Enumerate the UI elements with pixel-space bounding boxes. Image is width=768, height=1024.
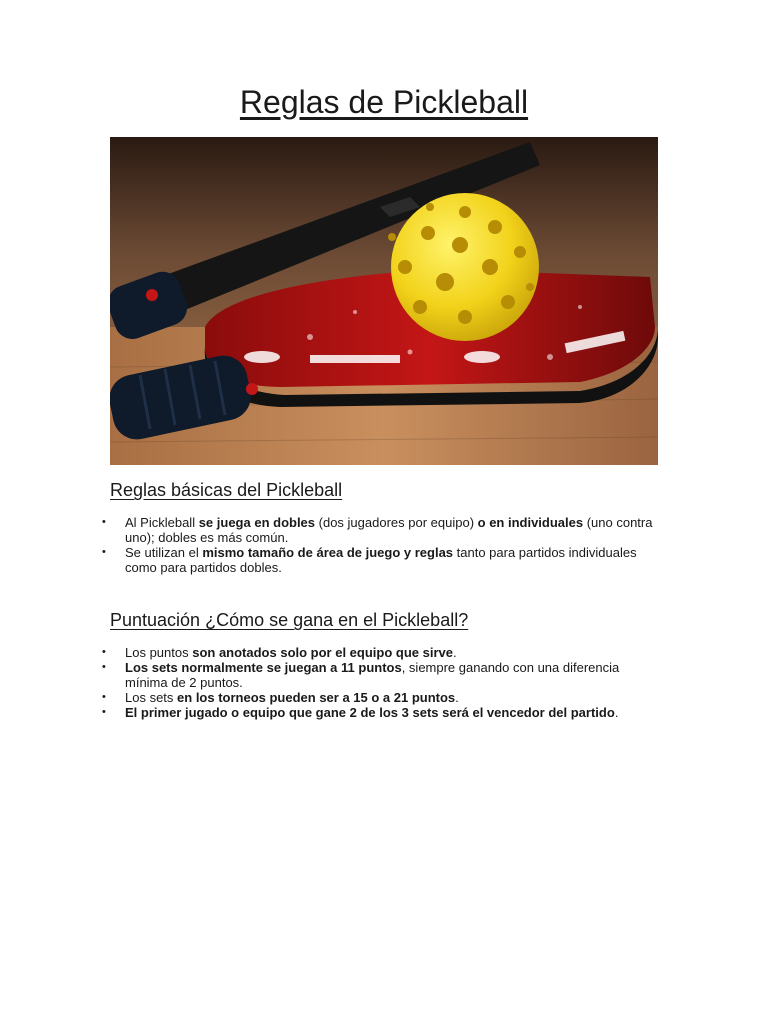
text-segment: (uno contra uno); dobles es más común. [125, 515, 653, 545]
section-heading-reglas-basicas: Reglas básicas del Pickleball [110, 480, 343, 500]
list-item: • Al Pickleball se juega en dobles (dos jugadores por equipo) o en individuales (uno contra uno); dobles es más común. [102, 515, 653, 545]
page-title: Reglas de Pickleball [239, 84, 529, 120]
text-segment: , siempre ganando con una diferencia mínima de 2 puntos. [125, 660, 620, 690]
text-segment: Los puntos [125, 645, 193, 660]
list-item: • Los puntos son anotados solo por el equipo que sirve. [102, 645, 457, 660]
pickleball-photo [110, 137, 658, 465]
text-segment: . [452, 645, 457, 660]
bullet-text [125, 705, 618, 720]
text-segment: Al Pickleball [125, 515, 199, 530]
list-item: • El primer jugado o equipo que gane 2 de los 3 sets será el vencedor del partido. [102, 705, 619, 720]
bullet-text [125, 645, 457, 660]
bold-text-segment: en los torneos pueden ser a 15 o a 21 puntos [177, 690, 456, 705]
section-heading-puntuacion: Puntuación ¿Cómo se gana en el Pickleball? [110, 610, 469, 630]
text-segment: . [614, 705, 619, 720]
bold-text-segment: mismo tamaño de área de juego y reglas [202, 545, 454, 560]
bold-text-segment: se juega en dobles [198, 515, 316, 530]
bullet-text [125, 545, 637, 575]
bullet-list-reglas-basicas [102, 515, 662, 575]
text-segment: (dos jugadores por equipo) [315, 515, 478, 530]
text-segment: Los sets [125, 690, 178, 705]
list-item: • Se utilizan el mismo tamaño de área de juego y reglas tanto para partidos individuales como para partidos dobles. [102, 545, 637, 575]
bullet-text [125, 690, 459, 705]
bold-text-segment: o en individuales [477, 515, 584, 530]
bullet-text [125, 660, 619, 690]
text-segment: tanto para partidos individuales como para partidos dobles. [125, 545, 637, 575]
bullet-text [125, 515, 652, 545]
bold-text-segment: El primer jugado o equipo que gane 2 de los 3 sets será el vencedor del partido [125, 705, 615, 720]
text-segment: . [455, 690, 459, 705]
text-segment: Se utilizan el [125, 545, 203, 560]
bold-text-segment: son anotados solo por el equipo que sirve [192, 645, 453, 660]
list-item: • Los sets normalmente se juegan a 11 puntos, siempre ganando con una diferencia mínima de 2 puntos. [102, 660, 620, 690]
bold-text-segment: Los sets normalmente se juegan a 11 puntos [125, 660, 402, 675]
list-item: • Los sets en los torneos pueden ser a 15 o a 21 puntos. [102, 690, 459, 705]
bullet-list-puntuacion [102, 645, 662, 720]
